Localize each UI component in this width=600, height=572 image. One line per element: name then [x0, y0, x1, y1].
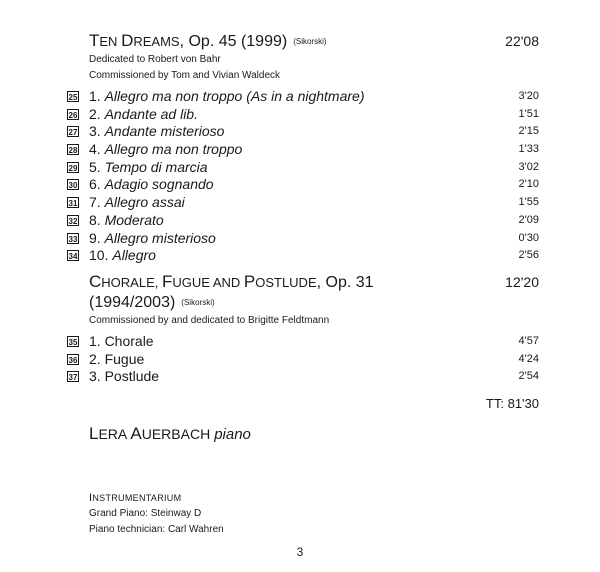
track-time: 2'15	[518, 125, 539, 138]
total-time: TT: 81'30	[485, 396, 539, 411]
track-title: 3. Postlude	[89, 368, 160, 385]
track-number-box: 26	[68, 110, 78, 120]
technician-line: Piano technician: Carl Wahren	[89, 524, 224, 535]
work-header	[89, 31, 539, 52]
track-row	[68, 333, 539, 351]
track-row: 25 1. Allegro ma non troppo (As in a nightmare) 3'20	[68, 88, 539, 104]
track-title: Andante misterioso	[104, 123, 225, 140]
dedication-note: Dedicated to Robert von Bahr	[89, 54, 221, 65]
work-header	[89, 272, 539, 313]
instrumentarium-title: INSTRUMENTARIUM	[89, 492, 182, 504]
track-number-box: 25	[68, 93, 78, 102]
instrumentarium	[89, 490, 224, 538]
track-time: 3'02	[518, 160, 539, 173]
work-years: (1994/2003) (Sikorski)	[89, 294, 215, 311]
track-time: 3'20	[518, 90, 539, 102]
track-number-box: 28	[68, 146, 78, 156]
track-title: Adagio sognando	[104, 176, 214, 193]
track-title: Allegro misterioso	[104, 229, 216, 246]
track-row: 30 6. Adagio sognando 2'10	[68, 176, 539, 193]
track-time: 2'09	[518, 213, 539, 226]
opus-number: , Op. 31	[316, 274, 374, 291]
track-row: 29 5. Tempo di marcia 3'02	[68, 158, 539, 175]
track-row	[68, 350, 539, 369]
track-title: Andante ad lib.	[104, 105, 198, 122]
track-number-box: 29	[68, 163, 78, 173]
track-time: 2'54	[518, 370, 539, 383]
track-row: 26 2. Andante ad lib. 1'51	[68, 105, 539, 122]
work-ten-dreams	[68, 31, 539, 265]
track-number-box: 35	[68, 338, 78, 347]
work-chorale-fugue-postlude	[68, 272, 539, 386]
instrument-line: Grand Piano: Steinway D	[89, 508, 202, 519]
track-number-box: 31	[68, 199, 78, 209]
track-title: Moderato	[104, 211, 164, 228]
publisher: (Sikorski)	[293, 37, 327, 46]
track-row: 32 8. Moderato 2'09	[68, 211, 539, 228]
track-title: Tempo di marcia	[104, 158, 208, 175]
track-number-box: 32	[68, 216, 78, 226]
track-time: 0'30	[518, 231, 539, 244]
track-time: 1'55	[518, 196, 539, 209]
performer-instrument: piano	[214, 426, 251, 443]
track-list	[68, 333, 539, 386]
track-time: 2'56	[518, 249, 539, 262]
track-row: 33 9. Allegro misterioso 0'30	[68, 229, 539, 246]
track-row: 27 3. Andante misterioso 2'15	[68, 123, 539, 140]
track-row: 31 7. Allegro assai 1'55	[68, 194, 539, 211]
page-number: 3	[296, 545, 304, 559]
work-duration: 22'08	[505, 33, 539, 49]
track-row: 28 4. Allegro ma non troppo 1'33	[68, 141, 539, 158]
track-time: 4'57	[518, 335, 539, 347]
track-time: 4'24	[518, 352, 539, 365]
track-number-box: 34	[68, 252, 78, 262]
work-duration: 12'20	[505, 274, 539, 290]
track-number-box: 30	[68, 181, 78, 191]
commission-note: Commissioned by Tom and Vivian Waldeck	[89, 70, 281, 81]
work-title: TEN DREAMS, Op. 45 (1999) (Sikorski)	[89, 31, 327, 50]
work-title: CHORALE, FUGUE AND POSTLUDE, Op. 31	[89, 272, 374, 291]
track-time: 1'51	[518, 107, 539, 120]
performer-name: LERA AUERBACH piano	[89, 424, 251, 443]
commission-note: Commissioned by and dedicated to Brigitte Feldtmann	[89, 315, 330, 326]
track-title: 2. Fugue	[89, 350, 145, 367]
opus-number: , Op. 45 (1999)	[179, 33, 288, 50]
track-title: 1. Chorale	[89, 333, 154, 349]
track-number-box: 33	[68, 234, 78, 244]
publisher: (Sikorski)	[181, 298, 215, 307]
track-title: Allegro assai	[104, 194, 185, 211]
track-title: Allegro ma non troppo	[104, 141, 243, 158]
track-row	[68, 368, 539, 386]
track-number-box: 27	[68, 128, 78, 138]
track-title: Allegro ma non troppo (As in a nightmare)	[104, 88, 365, 104]
track-number-box: 36	[68, 355, 78, 365]
track-list	[68, 88, 539, 265]
track-row: 34 10. Allegro 2'56	[68, 247, 539, 264]
track-number-box: 37	[68, 373, 78, 383]
track-time: 2'10	[518, 178, 539, 191]
track-time: 1'33	[518, 143, 539, 156]
track-title: Allegro	[112, 247, 156, 264]
